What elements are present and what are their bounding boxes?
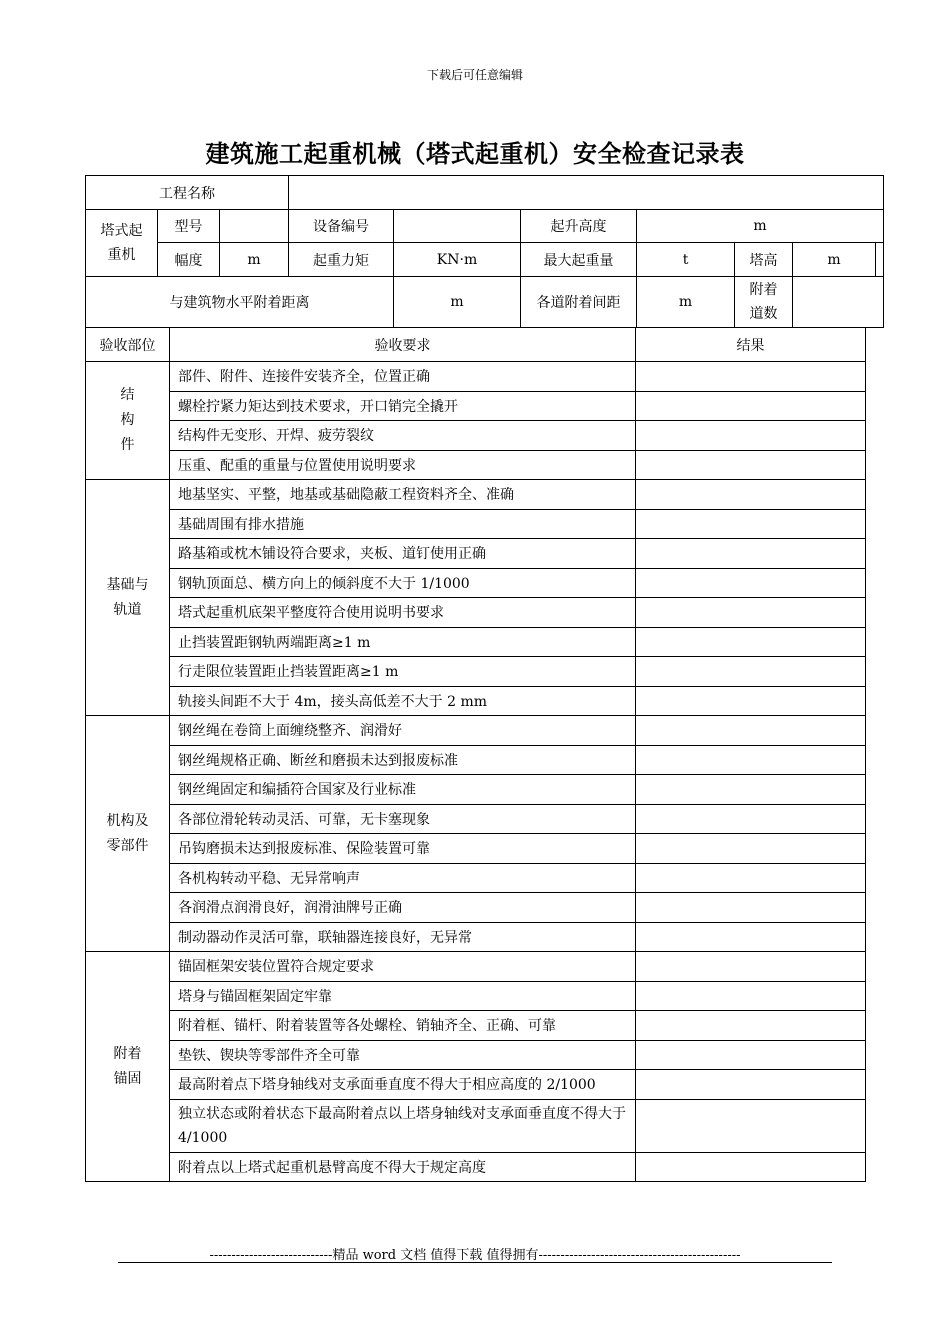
result-cell[interactable] bbox=[636, 686, 866, 716]
result-cell[interactable] bbox=[636, 480, 866, 510]
requirement-text: 螺栓拧紧力矩达到技术要求，开口销完全撬开 bbox=[170, 391, 636, 421]
requirement-text: 基础周围有排水措施 bbox=[170, 509, 636, 539]
table-row bbox=[86, 421, 866, 451]
attach-count-value[interactable] bbox=[793, 277, 884, 328]
lift-height-value[interactable]: m bbox=[637, 210, 884, 243]
result-cell[interactable] bbox=[636, 981, 866, 1011]
table-row bbox=[86, 362, 866, 392]
table-row bbox=[86, 922, 866, 952]
table-row bbox=[86, 391, 866, 421]
header-requirement: 验收要求 bbox=[170, 328, 636, 362]
requirement-text: 轨接头间距不大于 4m，接头高低差不大于 2 mm bbox=[170, 686, 636, 716]
table-row bbox=[86, 657, 866, 687]
table-row bbox=[86, 1040, 866, 1070]
result-cell[interactable] bbox=[636, 745, 866, 775]
table-row bbox=[86, 450, 866, 480]
result-cell[interactable] bbox=[636, 421, 866, 451]
requirement-text: 独立状态或附着状态下最高附着点以上塔身轴线对支承面垂直度不得大于 4/1000 bbox=[170, 1099, 636, 1152]
table-row bbox=[86, 775, 866, 805]
requirement-text: 各部位滑轮转动灵活、可靠，无卡塞现象 bbox=[170, 804, 636, 834]
table-row bbox=[86, 1011, 866, 1041]
result-cell[interactable] bbox=[636, 893, 866, 923]
result-cell[interactable] bbox=[636, 804, 866, 834]
requirement-text: 各润滑点润滑良好，润滑油牌号正确 bbox=[170, 893, 636, 923]
requirement-text: 路基箱或枕木铺设符合要求，夹板、道钉使用正确 bbox=[170, 539, 636, 569]
requirement-text: 锚固框架安装位置符合规定要求 bbox=[170, 952, 636, 982]
result-cell[interactable] bbox=[636, 922, 866, 952]
table-row bbox=[86, 804, 866, 834]
footer-divider bbox=[118, 1262, 832, 1263]
table-row bbox=[86, 745, 866, 775]
result-cell[interactable] bbox=[636, 834, 866, 864]
section-label: 基础与 轨道 bbox=[86, 480, 170, 716]
header-result: 结果 bbox=[636, 328, 866, 362]
table-row bbox=[86, 539, 866, 569]
result-cell[interactable] bbox=[636, 775, 866, 805]
requirement-text: 结构件无变形、开焊、疲劳裂纹 bbox=[170, 421, 636, 451]
header-note: 下载后可任意编辑 bbox=[426, 68, 523, 82]
table-row bbox=[86, 686, 866, 716]
table-row bbox=[86, 480, 866, 510]
section-label: 机构及 零部件 bbox=[86, 716, 170, 952]
table-row bbox=[86, 952, 866, 982]
table-row bbox=[86, 627, 866, 657]
result-cell[interactable] bbox=[636, 509, 866, 539]
section-label: 结 构 件 bbox=[86, 362, 170, 480]
header-part: 验收部位 bbox=[86, 328, 170, 362]
result-cell[interactable] bbox=[636, 362, 866, 392]
table-row bbox=[86, 834, 866, 864]
amplitude-label: 幅度 bbox=[158, 243, 220, 277]
result-cell[interactable] bbox=[636, 627, 866, 657]
result-cell[interactable] bbox=[636, 1099, 866, 1152]
result-cell[interactable] bbox=[636, 952, 866, 982]
result-cell[interactable] bbox=[636, 539, 866, 569]
model-label: 型号 bbox=[158, 210, 220, 243]
result-cell[interactable] bbox=[636, 1070, 866, 1100]
requirement-text: 行走限位装置距止挡装置距离≥1 m bbox=[170, 657, 636, 687]
crane-info-table bbox=[85, 175, 884, 328]
table-row bbox=[86, 716, 866, 746]
requirement-text: 吊钩磨损未达到报废标准、保险装置可靠 bbox=[170, 834, 636, 864]
attach-count-label: 附着 道数 bbox=[735, 277, 793, 328]
max-load-value[interactable]: t bbox=[637, 243, 735, 277]
section-label: 附着 锚固 bbox=[86, 952, 170, 1182]
attach-spacing-label: 各道附着间距 bbox=[521, 277, 637, 328]
result-cell[interactable] bbox=[636, 1040, 866, 1070]
lift-height-label: 起升高度 bbox=[521, 210, 637, 243]
crane-label: 塔式起 重机 bbox=[86, 210, 158, 277]
requirement-text: 最高附着点下塔身轴线对支承面垂直度不得大于相应高度的 2/1000 bbox=[170, 1070, 636, 1100]
table-row bbox=[86, 1070, 866, 1100]
result-cell[interactable] bbox=[636, 1152, 866, 1182]
result-cell[interactable] bbox=[636, 716, 866, 746]
result-cell[interactable] bbox=[636, 863, 866, 893]
attach-distance-value[interactable]: m bbox=[394, 277, 521, 328]
page-title: 建筑施工起重机械（塔式起重机）安全检查记录表 bbox=[205, 139, 745, 168]
device-no-value[interactable] bbox=[394, 210, 521, 243]
max-load-label: 最大起重量 bbox=[521, 243, 637, 277]
requirement-text: 塔式起重机底架平整度符合使用说明书要求 bbox=[170, 598, 636, 628]
row-filler bbox=[876, 243, 884, 277]
requirement-text: 钢丝绳在卷筒上面缠绕整齐、润滑好 bbox=[170, 716, 636, 746]
moment-value[interactable]: KN·m bbox=[394, 243, 521, 277]
table-row bbox=[86, 863, 866, 893]
result-cell[interactable] bbox=[636, 568, 866, 598]
table-row bbox=[86, 509, 866, 539]
requirement-text: 塔身与锚固框架固定牢靠 bbox=[170, 981, 636, 1011]
requirement-text: 止挡装置距钢轨两端距离≥1 m bbox=[170, 627, 636, 657]
result-cell[interactable] bbox=[636, 450, 866, 480]
requirement-text: 钢丝绳规格正确、断丝和磨损未达到报废标准 bbox=[170, 745, 636, 775]
requirement-text: 附着框、锚杆、附着装置等各处螺栓、销轴齐全、正确、可靠 bbox=[170, 1011, 636, 1041]
project-name-label: 工程名称 bbox=[86, 176, 289, 210]
table-row bbox=[86, 568, 866, 598]
requirement-text: 钢轨顶面总、横方向上的倾斜度不大于 1/1000 bbox=[170, 568, 636, 598]
attach-spacing-value[interactable]: m bbox=[637, 277, 735, 328]
result-cell[interactable] bbox=[636, 391, 866, 421]
project-name-value[interactable] bbox=[289, 176, 884, 210]
tower-height-label: 塔高 bbox=[735, 243, 793, 277]
model-value[interactable] bbox=[220, 210, 289, 243]
tower-height-value[interactable]: m bbox=[793, 243, 876, 277]
requirement-text: 制动器动作灵活可靠，联轴器连接良好，无异常 bbox=[170, 922, 636, 952]
requirement-text: 压重、配重的重量与位置使用说明要求 bbox=[170, 450, 636, 480]
result-cell[interactable] bbox=[636, 657, 866, 687]
requirement-text: 垫铁、锲块等零部件齐全可靠 bbox=[170, 1040, 636, 1070]
amplitude-value[interactable]: m bbox=[220, 243, 289, 277]
attach-distance-label: 与建筑物水平附着距离 bbox=[86, 277, 394, 328]
device-no-label: 设备编号 bbox=[289, 210, 394, 243]
table-row bbox=[86, 1152, 866, 1182]
requirement-text: 地基坚实、平整，地基或基础隐蔽工程资料齐全、准确 bbox=[170, 480, 636, 510]
footer-text: ----------------------------精品 word 文档 值得下载 值得拥有---------------------------------------------- bbox=[209, 1248, 741, 1263]
result-cell[interactable] bbox=[636, 598, 866, 628]
moment-label: 起重力矩 bbox=[289, 243, 394, 277]
table-row bbox=[86, 893, 866, 923]
table-row bbox=[86, 1099, 866, 1152]
requirement-text: 各机构转动平稳、无异常响声 bbox=[170, 863, 636, 893]
requirement-text: 钢丝绳固定和编插符合国家及行业标准 bbox=[170, 775, 636, 805]
requirement-text: 附着点以上塔式起重机悬臂高度不得大于规定高度 bbox=[170, 1152, 636, 1182]
table-row bbox=[86, 598, 866, 628]
table-row bbox=[86, 981, 866, 1011]
requirement-text: 部件、附件、连接件安装齐全，位置正确 bbox=[170, 362, 636, 392]
inspection-table bbox=[85, 327, 866, 1182]
result-cell[interactable] bbox=[636, 1011, 866, 1041]
